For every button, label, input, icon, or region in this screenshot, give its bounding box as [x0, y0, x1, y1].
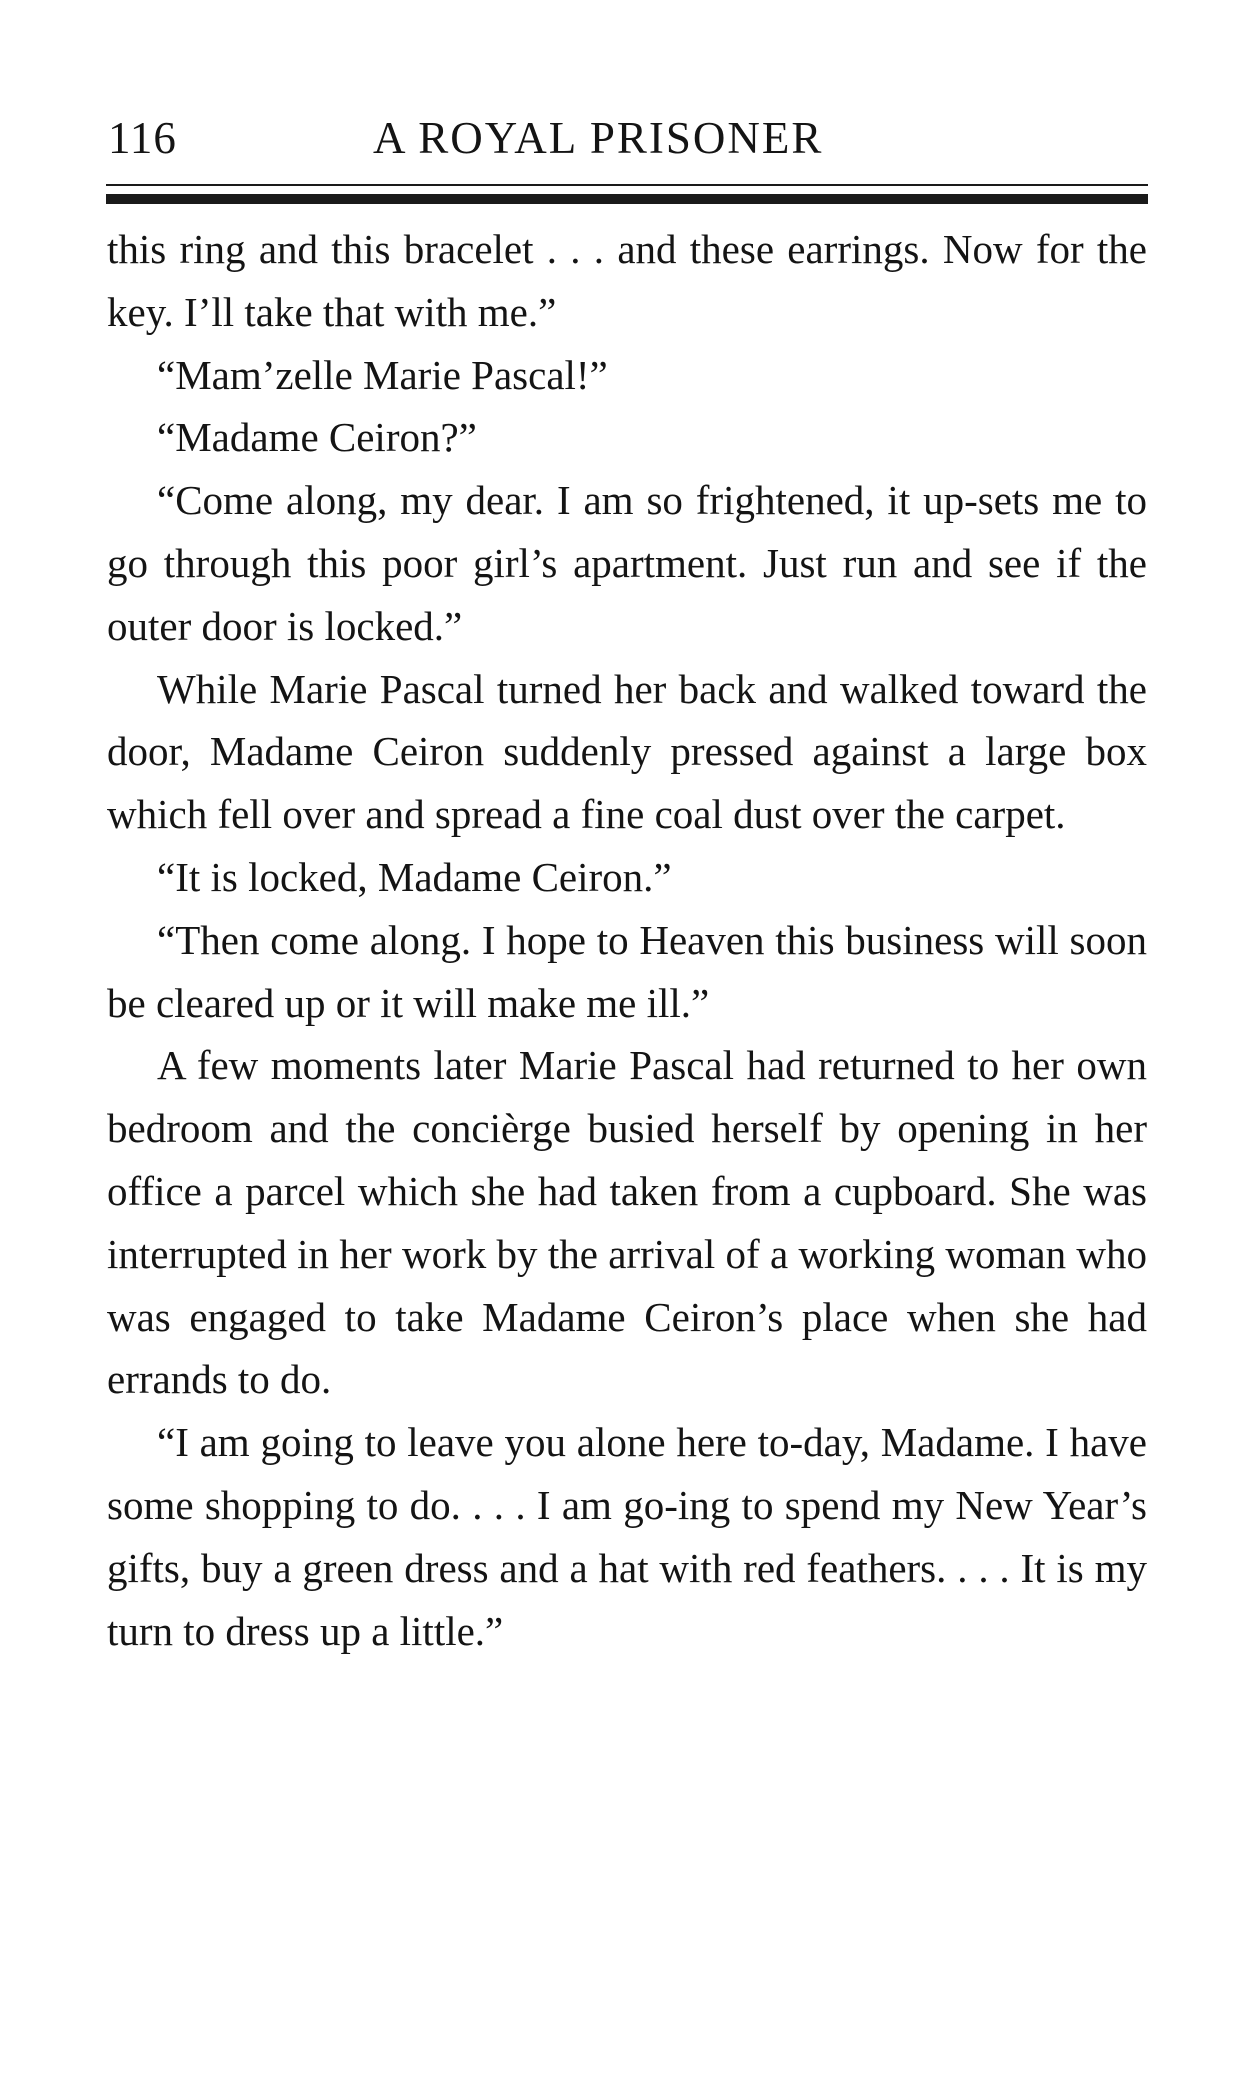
paragraph: “Come along, my dear. I am so frightened, it up-sets me to go through this poor girl’s apartment. Just run and see if the outer door is locked.” [107, 477, 1147, 649]
running-head [108, 108, 1148, 168]
body-text [107, 218, 1147, 1662]
page-number: 116 [108, 113, 177, 163]
header-rule-thick [106, 194, 1148, 204]
header-rule-thin [106, 184, 1148, 186]
paragraph: “Then come along. I hope to Heaven this business will soon be cleared up or it will make me ill.” [107, 916, 1147, 1026]
paragraph: “I am going to leave you alone here to-day, Madame. I have some shopping to do. . . . I am go-ing to spend my New Year’s gifts, buy a green dress and a hat with red feathers. . . . It is my turn to dress up a little.” [107, 1419, 1147, 1654]
paragraph: “It is locked, Madame Ceiron.” [157, 853, 672, 900]
paragraph: A few moments later Marie Pascal had returned to her own bedroom and the concièrge busied herself by opening in her office a parcel which she had taken from a cupboard. She was interrupted in her work by the arrival of a working woman who was engaged to take Madame Ceiron’s place when she had errands to do. [107, 1042, 1147, 1403]
paragraph: While Marie Pascal turned her back and walked toward the door, Madame Ceiron suddenly pressed against a large box which fell over and spread a fine coal dust over the carpet. [107, 665, 1147, 838]
paragraph-continued: this ring and this bracelet . . . and these earrings. Now for the key. I’ll take that with me.” [107, 226, 1147, 335]
paragraph: “Madame Ceiron?” [157, 414, 477, 461]
paragraph: “Mam’zelle Marie Pascal!” [157, 351, 608, 398]
running-title: A ROYAL PRISONER [373, 113, 824, 163]
